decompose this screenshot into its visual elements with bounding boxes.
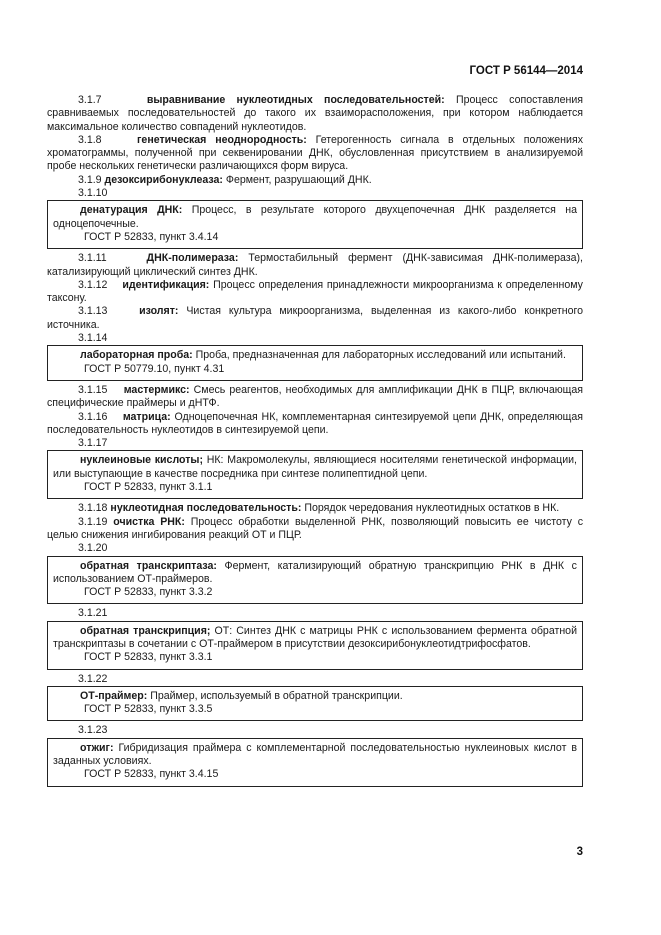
term-name: мастермикс: [123, 383, 190, 396]
term-definition: Праймер, используемый в обратной транскрипции. [150, 689, 403, 702]
term-box-3-1-22 [47, 686, 583, 722]
term-box-3-1-21 [47, 621, 583, 670]
term-definition: Смесь реагентов, необходимых для амплификации ДНК в ПЦР, включающая специфические праймеры и дНТФ. [47, 383, 583, 410]
term-name: дезоксирибонуклеаза: [104, 173, 223, 186]
term-entry-3-1-16 [47, 411, 583, 438]
term-number: 3.1.8 [78, 133, 102, 146]
term-number: 3.1.16 [78, 410, 108, 423]
term-entry-3-1-9 [47, 174, 583, 187]
term-definition: Порядок чередования нуклеотидных остатков в НК. [304, 502, 560, 515]
term-entry-3-1-12 [47, 279, 583, 306]
term-reference: ГОСТ Р 52833, пункт 3.1.1 [84, 481, 213, 494]
term-entry-3-1-23 [53, 742, 577, 769]
term-number: 3.1.11 [78, 252, 107, 265]
terms-content [47, 94, 583, 790]
term-definition: НК: Макромолекулы, являющиеся носителями генетической информации, или выступающие в качестве посредника при синтезе полипептидной цепи. [53, 454, 577, 480]
term-name: нуклеотидная последовательность: [110, 502, 302, 515]
term-definition: Процесс, в результате которого двухцепочечная ДНК разделяется на одноцепочечные. [53, 204, 577, 230]
term-definition: Термостабильный фермент (ДНК-зависимая ДНК-полимераза), катализирующий циклический синтез ДНК. [47, 252, 583, 278]
term-definition: Гетерогенность сигнала в отдельных положениях хроматограммы, полученной при секвенировании ДНК, обусловленная присутствием в анализируемой пробе нескольких генетически различающихся форм вируса. [47, 133, 583, 173]
term-number-3-1-23: 3.1.23 [78, 724, 108, 737]
term-definition: Процесс обработки выделенной РНК, позволяющий повысить ее чистоту с целью снижения ингибирования реакций ОТ и ПЦР. [47, 515, 583, 541]
term-number-3-1-22: 3.1.22 [78, 672, 108, 685]
term-number-3-1-10: 3.1.10 [78, 187, 108, 200]
term-entry-3-1-15 [47, 384, 583, 411]
term-entry-3-1-7 [47, 94, 583, 134]
term-name: ОТ-праймер: [80, 689, 148, 702]
term-entry-3-1-14 [53, 349, 577, 362]
term-entry-3-1-10 [53, 204, 577, 231]
term-definition: Процесс сопоставления сравниваемых последовательностей до такого их взаиморасположения, при котором наблюдается максимальное количество совпадений нуклеотидов. [47, 94, 583, 133]
term-reference: ГОСТ Р 52833, пункт 3.4.15 [84, 768, 219, 781]
term-entry-3-1-11 [47, 252, 583, 279]
term-reference: ГОСТ Р 50779.10, пункт 4.31 [84, 362, 225, 375]
term-name: ДНК-полимераза: [146, 252, 239, 265]
term-name: идентификация: [122, 278, 210, 291]
term-definition: Фермент, катализирующий обратную транскрипцию РНК в ДНК с использованием ОТ-праймеров. [53, 559, 577, 585]
term-reference: ГОСТ Р 52833, пункт 3.3.5 [84, 703, 213, 716]
term-number-3-1-21: 3.1.21 [78, 607, 108, 620]
term-entry-3-1-18 [47, 502, 583, 515]
term-name: нуклеиновые кислоты; [80, 454, 204, 467]
term-definition: Чистая культура микроорганизма, выделенная из какого-либо конкретного источника. [47, 305, 584, 331]
term-name: изолят: [139, 305, 179, 318]
term-name: матрица: [122, 410, 171, 423]
term-number: 3.1.9 [78, 173, 102, 186]
term-number-3-1-20: 3.1.20 [78, 542, 108, 555]
term-definition: Фермент, разрушающий ДНК. [225, 173, 372, 186]
term-entry-3-1-22 [53, 690, 577, 703]
term-number: 3.1.19 [78, 515, 108, 528]
term-number: 3.1.18 [78, 502, 108, 515]
term-name: лабораторная проба: [80, 349, 193, 362]
term-number: 3.1.15 [78, 383, 108, 396]
term-entry-3-1-21 [53, 625, 577, 652]
term-name: обратная транскриптаза: [80, 559, 217, 572]
term-box-3-1-10 [47, 200, 583, 249]
term-name: отжиг: [80, 741, 114, 754]
term-definition: Гибридизация праймера с комплементарной последовательностью нуклеиновых кислот в заданных условиях. [53, 741, 577, 768]
term-number: 3.1.7 [78, 94, 102, 106]
term-entry-3-1-20 [53, 560, 577, 587]
term-box-3-1-23 [47, 738, 583, 787]
term-definition: Одноцепочечная НК, комплементарная синтезируемой цепи ДНК, определяющая последовательность нуклеотидов в синтезируемой цепи. [47, 410, 583, 436]
term-name: обратная транскрипция; [80, 624, 211, 637]
term-name: очистка РНК: [113, 515, 185, 528]
term-definition: ОТ: Синтез ДНК с матрицы РНК с использованием фермента обратной транскриптазы в сочетании с ОТ-праймером в присутствии дезоксирибонуклеотидтрифосфатов. [53, 624, 577, 650]
term-reference: ГОСТ Р 52833, пункт 3.4.14 [84, 230, 219, 243]
term-number: 3.1.13 [78, 305, 108, 318]
term-entry-3-1-13 [47, 305, 583, 332]
term-definition: Процесс определения принадлежности микроорганизма к определенному таксону. [47, 278, 583, 305]
term-name: денатурация ДНК: [80, 204, 183, 217]
term-name: генетическая неоднородность: [137, 133, 307, 146]
term-box-3-1-20 [47, 556, 583, 605]
term-reference: ГОСТ Р 52833, пункт 3.3.2 [84, 586, 213, 599]
term-number-3-1-17: 3.1.17 [78, 437, 108, 450]
term-definition: Проба, предназначенная для лабораторных исследований или испытаний. [195, 349, 566, 362]
page-number: 3 [576, 846, 583, 858]
term-entry-3-1-8 [47, 134, 583, 174]
term-entry-3-1-19 [47, 516, 583, 543]
term-reference: ГОСТ Р 52833, пункт 3.3.1 [84, 651, 213, 664]
term-entry-3-1-17 [53, 454, 577, 481]
term-box-3-1-14 [47, 345, 583, 381]
document-header: ГОСТ Р 56144—2014 [469, 65, 583, 77]
term-number-3-1-14: 3.1.14 [78, 332, 108, 345]
term-name: выравнивание нуклеотидных последовательностей: [146, 94, 445, 106]
term-box-3-1-17 [47, 450, 583, 499]
term-number: 3.1.12 [78, 278, 108, 291]
